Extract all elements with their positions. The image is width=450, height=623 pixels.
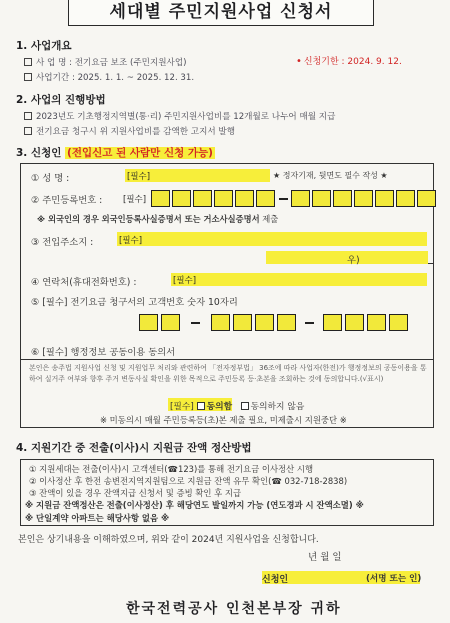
consent-label: ⑥ [필수] 행정정보 공동이용 동의서 [31,347,176,358]
declaration: 본인은 상기내용을 이해하였으며, 위와 같이 2024년 지원사업을 신청합니다. [18,535,319,545]
customer-digit-box[interactable] [277,314,296,331]
customer-digit-box[interactable] [255,314,274,331]
settlement-item-1: ① 지원세대는 전출(이사)시 고객센터(☎123)를 통해 전기요금 이사정산 시행 [29,464,314,474]
customer-digit-box[interactable] [323,314,342,331]
agree-checkbox[interactable] [197,402,205,410]
settlement-note-2: ※ 단일계약 아파트는 해당사항 없음 ※ [25,513,170,523]
settlement-box [20,459,434,526]
signer-label: 신청인 [262,575,289,585]
required-tag: [필수] [119,236,143,246]
address-field[interactable] [117,232,427,246]
rrn-digit-box[interactable] [214,190,233,207]
checkbox-icon [24,58,32,66]
rrn-digit-box[interactable] [396,190,415,207]
rrn-digit-box[interactable] [417,190,436,207]
rrn-digit-box[interactable] [256,190,275,207]
rrn-label: ② 주민등록번호 : [31,195,103,206]
dash-separator [191,322,200,324]
postal-label: 우) [347,255,360,266]
address-label: ③ 전입주소지 : [31,237,94,248]
sign-hint: (서명 또는 인) [366,574,422,584]
section-4-heading: 4. 지원기간 중 전출(이사)시 지원금 잔액 정산방법 [16,442,252,454]
checkbox-icon [24,73,32,81]
divider [21,359,433,360]
agree-label: 동의함 [206,402,233,412]
settlement-item-3: ③ 잔액이 있을 경우 잔액지급 신청서 및 증빙 확인 후 지급 [29,488,242,498]
required-tag: [필수] [173,276,197,286]
foreigner-note: ※ 외국인의 경우 외국인등록사실증명서 또는 거소사실증명서 제출 [37,214,279,224]
rrn-digit-box[interactable] [172,190,191,207]
section-3-heading: 3. 신청인 (전입신고 된 사람만 신청 가능) [16,147,213,159]
rrn-digit-box[interactable] [375,190,394,207]
settlement-note-1: ※ 지원금 잔액정산은 전출(이사정산) 후 해당연도 발일까지 가능 (연도경과 시 잔액소멸) ※ [25,500,364,510]
disagree-label: 동의하지 않음 [250,402,305,412]
recipient-footer: 한국전력공사 인천본부장 귀하 [126,601,342,617]
customer-digit-box[interactable] [345,314,364,331]
settlement-item-2: ② 이사정산 후 한전 송변전지역지원팀으로 지원금 잔액 유무 확인(☎ 032-718-2838) [29,476,348,486]
customer-digit-box[interactable] [211,314,230,331]
project-period-line: 사업기간 : 2025. 1. 1. ~ 2025. 12. 31. [24,71,194,83]
rrn-digit-box[interactable] [312,190,331,207]
disagree-checkbox[interactable] [241,402,249,410]
customer-digit-box[interactable] [367,314,386,331]
required-tag: [필수] [127,172,151,182]
name-note: ★ 정자기재, 뒷면도 필수 작성 ★ [273,171,388,180]
checkbox-icon [24,127,32,135]
required-tag: [필수] [123,195,147,205]
rrn-digit-box[interactable] [354,190,373,207]
process-line-2: 전기요금 청구시 위 지원사업비를 감액한 고지서 발행 [24,125,235,137]
customer-digit-box[interactable] [161,314,180,331]
deadline: • 신청기한 : 2024. 9. 12. [296,56,402,67]
rrn-digit-box[interactable] [193,190,212,207]
bullet-icon: • [296,56,302,67]
phone-label: ④ 연락처(휴대전화번호) : [31,277,137,288]
consent-text: 본인은 송주법 지원사업 신청 및 지원업무 처리와 관련하여 「전자정부법」 36조에 따라 사업자(한전)가 행정정보의 공동이용을 통하여 실거주 여부와 향후 주거 변동사실 확인을 위한 목적으로 주민등록 등·초본을 조회하는 것에 동의합니다.(√표시) [29,364,427,383]
customer-digit-box[interactable] [139,314,158,331]
rrn-digit-box[interactable] [333,190,352,207]
section-3-note: (전입신고 된 사람만 신청 가능) [67,147,213,159]
name-label: ① 성 명 : [31,173,70,184]
rrn-digit-box[interactable] [235,190,254,207]
required-tag: [필수] [170,402,194,412]
customer-digit-box[interactable] [233,314,252,331]
rrn-digit-box[interactable] [291,190,310,207]
checkbox-icon [24,112,32,120]
rrn-digit-box[interactable] [151,190,170,207]
form-title: 세대별 주민지원사업 신청서 [109,2,333,22]
dash-separator [279,198,288,200]
consent-options [170,399,304,412]
customer-number-label: ⑤ [필수] 전기요금 청구서의 고객번호 숫자 10자리 [31,297,238,308]
section-1-heading: 1. 사업개요 [16,40,72,52]
title-box [68,0,374,26]
project-name-line: 사 업 명 : 전기요금 보조 (주민지원사업) [24,56,187,68]
customer-digit-box[interactable] [389,314,408,331]
phone-field[interactable] [171,273,427,286]
process-line-1: 2023년도 기초행정지역별(통·리) 주민지원사업비를 12개월로 나누어 매월 지급 [24,110,335,122]
consent-warning: ※ 미동의시 매월 주민등록등(초)본 제출 필요, 미제출시 지원중단 ※ [100,415,347,425]
section-2-heading: 2. 사업의 진행방법 [16,94,106,106]
date-line: 년 월 일 [308,552,342,563]
applicant-form-box [20,163,434,428]
dash-separator [305,322,314,324]
